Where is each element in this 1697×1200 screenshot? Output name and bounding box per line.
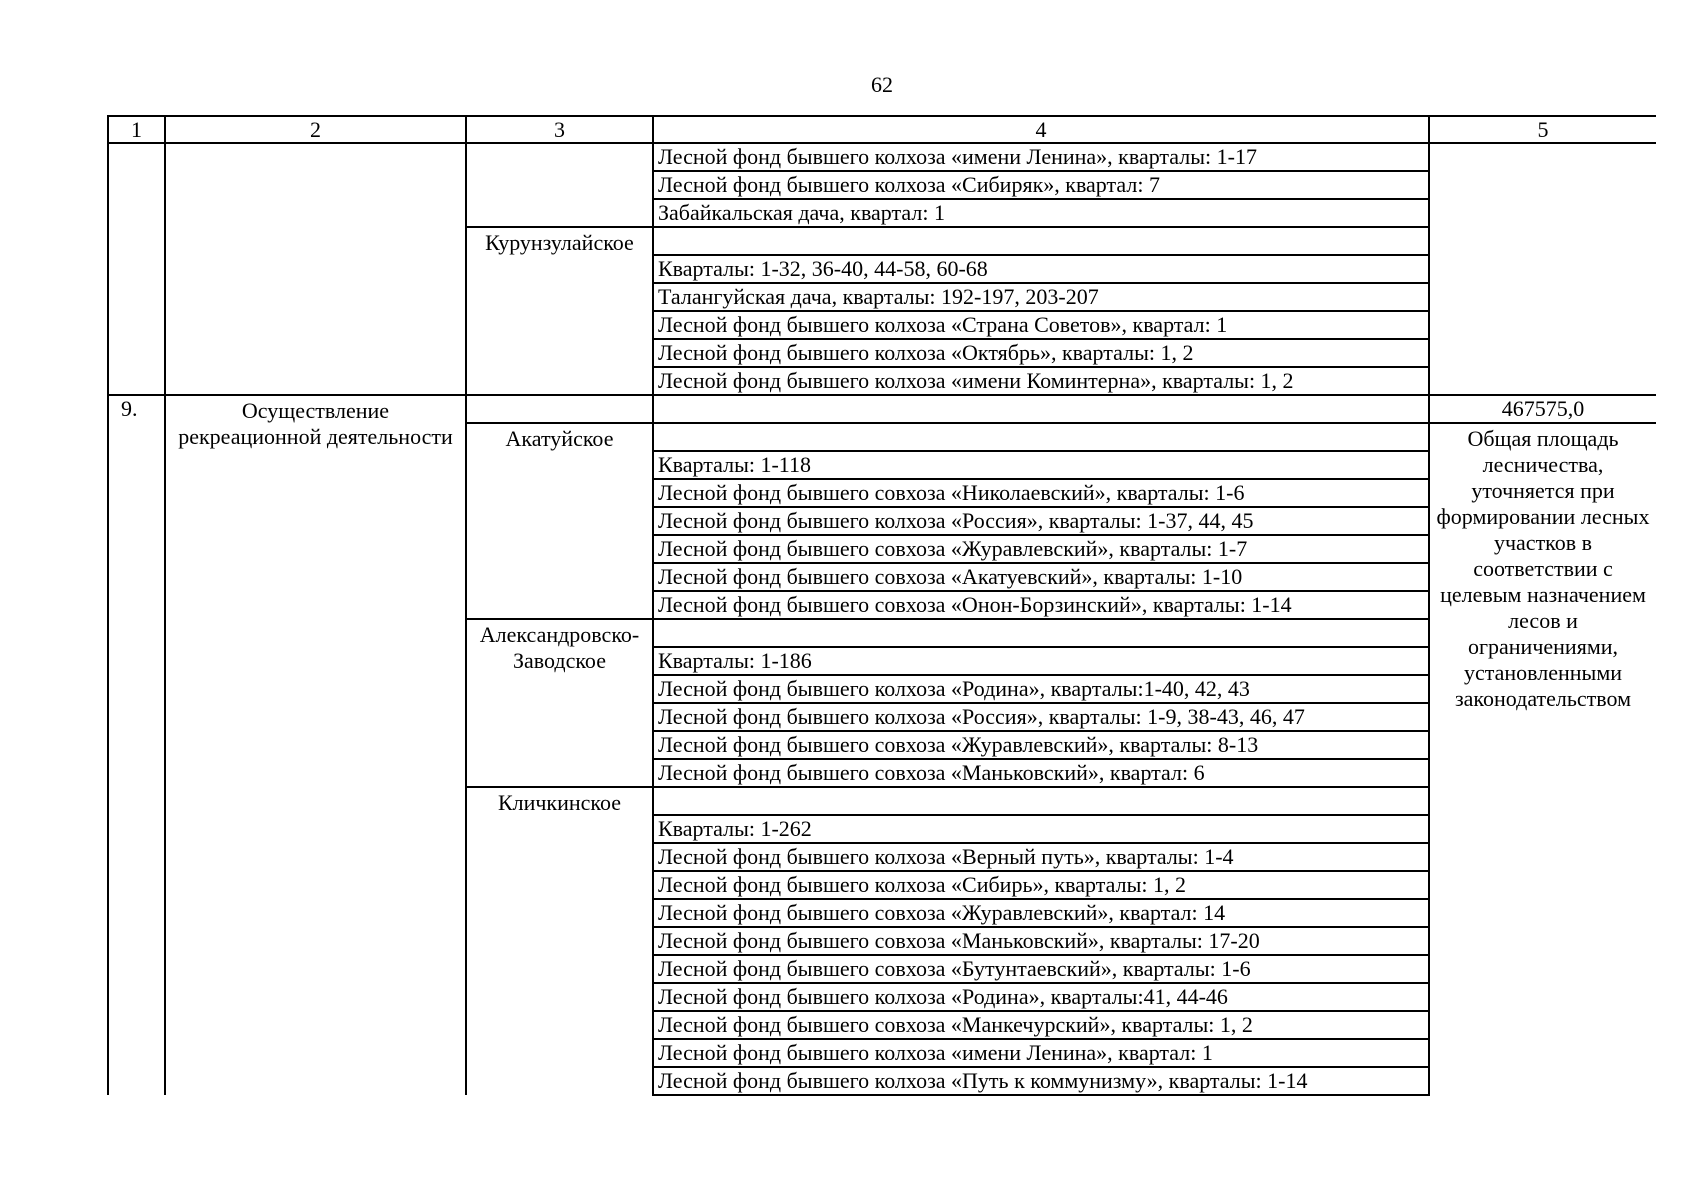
row-number-cell: 9. bbox=[108, 395, 165, 1095]
quarter-item: Кварталы: 1-262 bbox=[653, 815, 1429, 843]
header-col-5: 5 bbox=[1429, 116, 1656, 143]
quarter-item: Лесной фонд бывшего колхоза «Родина», кварталы:1-40, 42, 43 bbox=[653, 675, 1429, 703]
quarter-item: Лесной фонд бывшего колхоза «Сибирь», кварталы: 1, 2 bbox=[653, 871, 1429, 899]
table-row bbox=[108, 395, 1656, 423]
quarter-item: Лесной фонд бывшего колхоза «Россия», кварталы: 1-37, 44, 45 bbox=[653, 507, 1429, 535]
header-col-2: 2 bbox=[165, 116, 466, 143]
quarter-item: Лесной фонд бывшего колхоза «Родина», кварталы:41, 44-46 bbox=[653, 983, 1429, 1011]
quarter-item: Кварталы: 1-186 bbox=[653, 647, 1429, 675]
quarter-item: Лесной фонд бывшего колхоза «Сибиряк», квартал: 7 bbox=[653, 171, 1429, 199]
forestry-name: Кличкинское bbox=[466, 787, 653, 1095]
quarter-item: Кварталы: 1-118 bbox=[653, 451, 1429, 479]
row-number-cell bbox=[108, 143, 165, 395]
quarter-item bbox=[653, 423, 1429, 451]
quarter-item: Лесной фонд бывшего совхоза «Маньковский», кварталы: 17-20 bbox=[653, 927, 1429, 955]
header-col-3: 3 bbox=[466, 116, 653, 143]
quarter-item: Лесной фонд бывшего совхоза «Акатуевский», кварталы: 1-10 bbox=[653, 563, 1429, 591]
forestry-name: Александровско-Заводское bbox=[466, 619, 653, 787]
quarter-item: Лесной фонд бывшего колхоза «имени Ленина», квартал: 1 bbox=[653, 1039, 1429, 1067]
area-note: Общая площадь лесничества, уточняется при формировании лесных участков в соответствии с целевым назначением лесов и ограничениями, установленными законодательством bbox=[1429, 423, 1656, 1095]
header-col-4: 4 bbox=[653, 116, 1429, 143]
table-body bbox=[108, 143, 1656, 1095]
area-value: 467575,0 bbox=[1429, 395, 1656, 423]
quarter-item: Лесной фонд бывшего колхоза «Верный путь», кварталы: 1-4 bbox=[653, 843, 1429, 871]
table-row bbox=[108, 143, 1656, 171]
quarter-item: Лесной фонд бывшего совхоза «Журавлевский», кварталы: 1-7 bbox=[653, 535, 1429, 563]
quarter-item: Лесной фонд бывшего совхоза «Манкечурский», кварталы: 1, 2 bbox=[653, 1011, 1429, 1039]
quarter-item: Лесной фонд бывшего совхоза «Журавлевский», квартал: 14 bbox=[653, 899, 1429, 927]
quarter-item: Лесной фонд бывшего совхоза «Онон-Борзинский», кварталы: 1-14 bbox=[653, 591, 1429, 619]
area-cell bbox=[1429, 143, 1656, 395]
activity-cell bbox=[165, 143, 466, 395]
quarter-item: Лесной фонд бывшего колхоза «Путь к коммунизму», кварталы: 1-14 bbox=[653, 1067, 1429, 1095]
page-number: 62 bbox=[871, 72, 893, 97]
quarter-item: Лесной фонд бывшего колхоза «имени Коминтерна», кварталы: 1, 2 bbox=[653, 367, 1429, 395]
quarter-item: Лесной фонд бывшего колхоза «Россия», кварталы: 1-9, 38-43, 46, 47 bbox=[653, 703, 1429, 731]
quarter-item bbox=[653, 619, 1429, 647]
quarter-item: Лесной фонд бывшего совхоза «Бутунтаевский», кварталы: 1-6 bbox=[653, 955, 1429, 983]
quarter-item bbox=[653, 395, 1429, 423]
forestry-name bbox=[466, 395, 653, 423]
activity-cell: Осуществление рекреационной деятельности bbox=[165, 395, 466, 1095]
quarter-item: Лесной фонд бывшего совхоза «Журавлевский», кварталы: 8-13 bbox=[653, 731, 1429, 759]
quarter-item bbox=[653, 227, 1429, 255]
quarter-item: Лесной фонд бывшего колхоза «Страна Советов», квартал: 1 bbox=[653, 311, 1429, 339]
quarter-item: Лесной фонд бывшего колхоза «Октябрь», кварталы: 1, 2 bbox=[653, 339, 1429, 367]
forestry-name: Курунзулайское bbox=[466, 227, 653, 395]
quarter-item: Лесной фонд бывшего колхоза «имени Ленина», кварталы: 1-17 bbox=[653, 143, 1429, 171]
quarter-item bbox=[653, 787, 1429, 815]
forest-table bbox=[107, 115, 1656, 1138]
forestry-name bbox=[466, 143, 653, 227]
quarter-item: Талангуйская дача, кварталы: 192-197, 203-207 bbox=[653, 283, 1429, 311]
quarter-item: Лесной фонд бывшего совхоза «Маньковский», квартал: 6 bbox=[653, 759, 1429, 787]
header-row bbox=[108, 116, 1656, 143]
forestry-name: Акатуйское bbox=[466, 423, 653, 619]
header-col-1: 1 bbox=[108, 116, 165, 143]
quarter-item: Лесной фонд бывшего совхоза «Николаевский», кварталы: 1-6 bbox=[653, 479, 1429, 507]
quarter-item: Забайкальская дача, квартал: 1 bbox=[653, 199, 1429, 227]
quarter-item: Кварталы: 1-32, 36-40, 44-58, 60-68 bbox=[653, 255, 1429, 283]
